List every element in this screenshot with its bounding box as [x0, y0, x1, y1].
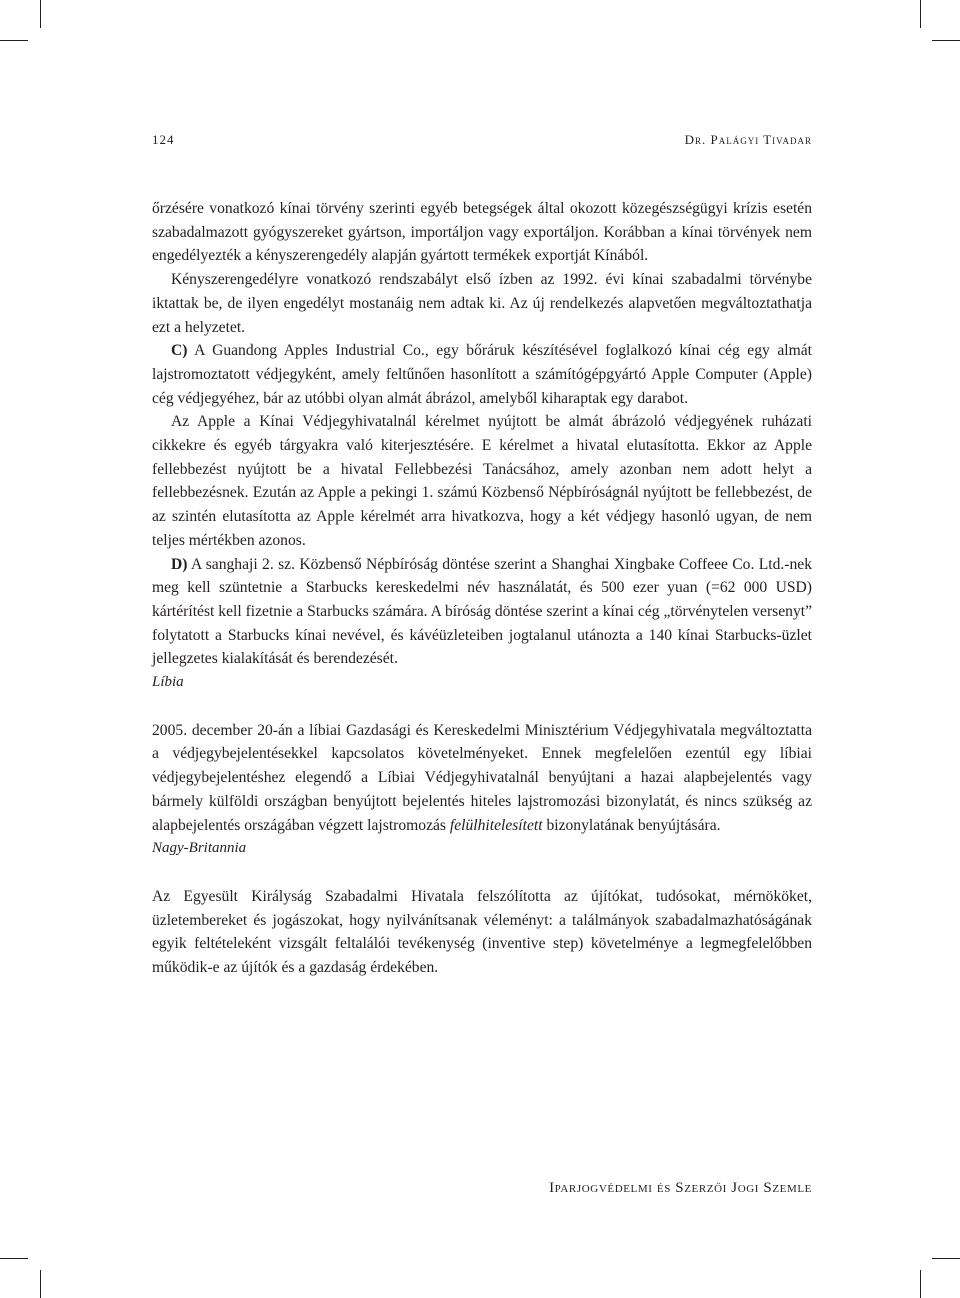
crop-mark: [0, 1258, 28, 1259]
section-heading-uk: Nagy-Britannia: [152, 840, 247, 857]
paragraph: [152, 719, 812, 838]
paragraph: Kényszerengedélyre vonatkozó rendszabályt első ízben az 1992. évi kínai szabadalmi törvénybe iktattak be, de ilyen engedélyt mostanáig nem adtak ki. Az új rendelkezés alapvetően megváltoztathatja ezt a helyzetet.: [152, 271, 812, 336]
crop-mark: [40, 0, 41, 28]
crop-mark: [920, 1270, 921, 1298]
page-body: [152, 197, 812, 980]
page-number: 124: [152, 132, 175, 147]
paragraph: [152, 553, 812, 672]
running-header: [152, 132, 812, 154]
item-label: C): [171, 342, 188, 360]
crop-mark: [932, 40, 960, 41]
crop-mark: [920, 0, 921, 28]
crop-mark: [932, 1258, 960, 1259]
paragraph: Az Egyesült Királyság Szabadalmi Hivatala felszólította az újítókat, tudósokat, mérnököket, üzletembereket és jogászokat, hogy nyilvánítsanak véleményt: a találmányok szabadalmazhatóságának egyik feltételeként vizsgált feltalálói tevékenység (inventive step) követelménye a legmegfelelőbben működik-e az újítók és a gazdaság érdekében.: [152, 887, 812, 977]
emphasis: felülhitelesített: [449, 816, 543, 834]
running-footer: Iparjogvédelmi és Szerzői Jogi Szemle: [549, 1180, 812, 1196]
paragraph-text: 2005. december 20-án a líbiai Gazdasági és Kereskedelmi Minisztérium Védjegyhivatala megváltoztatta a védjegybejelentésekkel kapcsolatos követelményeket. Ennek megfelelően ezentúl egy líbiai védjegybejelentéshez elegendő a Líbiai Védjegyhivatalnál benyújtani a hazai alapbejelentés vagy bármely külföldi országban benyújtott bejelentés hiteles lajstromozási bizonylatát, és nincs szükség az alapbejelentés országában végzett lajstromozás: [152, 721, 812, 834]
crop-mark: [0, 40, 28, 41]
section-heading-libya: Líbia: [152, 674, 184, 691]
paragraph-text: A Guandong Apples Industrial Co., egy bőráruk készítésével foglalkozó kínai cég egy almát lajstromoztatott védjegyként, amely feltűnően hasonlított a számítógépgyártó Apple Computer (Apple) cég védjegyéhez, bár az utóbbi olyan almát ábrázol, amelyből kiharaptak egy darabot.: [152, 342, 812, 407]
paragraph: Az Apple a Kínai Védjegyhivatalnál kérelmet nyújtott be almát ábrázoló védjegyének ruházati cikkekre és egyéb tárgyakra való kiterjesztésére. E kérelmet a hivatal elutasította. Ekkor az Apple fellebbezést nyújtott be a hivatal Fellebbezési Tanácsához, amely azonban nem adott helyt a fellebbezésnek. Ezután az Apple a pekingi 1. számú Közbenső Népbíróságnál nyújtott be fellebbezést, de az szintén elutasította az Apple kérelmét arra hivatkozva, hogy a két védjegy hasonló ugyan, de nem teljes mértékben azonos.: [152, 413, 812, 549]
item-label: D): [171, 555, 188, 573]
crop-mark: [40, 1270, 41, 1298]
paragraph: őrzésére vonatkozó kínai törvény szerinti egyéb betegségek által okozott közegészségügyi krízis esetén szabadalmazott gyógyszereket gyártson, importáljon vagy exportáljon. Korábban a kínai törvények nem engedélyezték a kényszerengedély alapján gyártott termékek exportját Kínából.: [152, 200, 812, 265]
paragraph-text: A sanghaji 2. sz. Közbenső Népbíróság döntése szerint a Shanghai Xingbake Coffeee Co. Ltd.-nek meg kell szüntetnie a Starbucks kereskedelmi név használatát, és 500 ezer yuan (=62 000 USD) kártérítést kell fizetnie a Starbucks számára. A bíróság döntése szerint a kínai cég „törvénytelen versenyt” folytatott a Starbucks kínai nevével, és kávéüzleteiben jogtalanul utánozta a 140 kínai Starbucks-üzlet jellegzetes kialakítását és berendezését.: [152, 555, 812, 668]
paragraph-text: bizonylatának benyújtására.: [542, 816, 721, 834]
paragraph: [152, 339, 812, 410]
running-author: Dr. Palágyi Tivadar: [684, 132, 812, 147]
